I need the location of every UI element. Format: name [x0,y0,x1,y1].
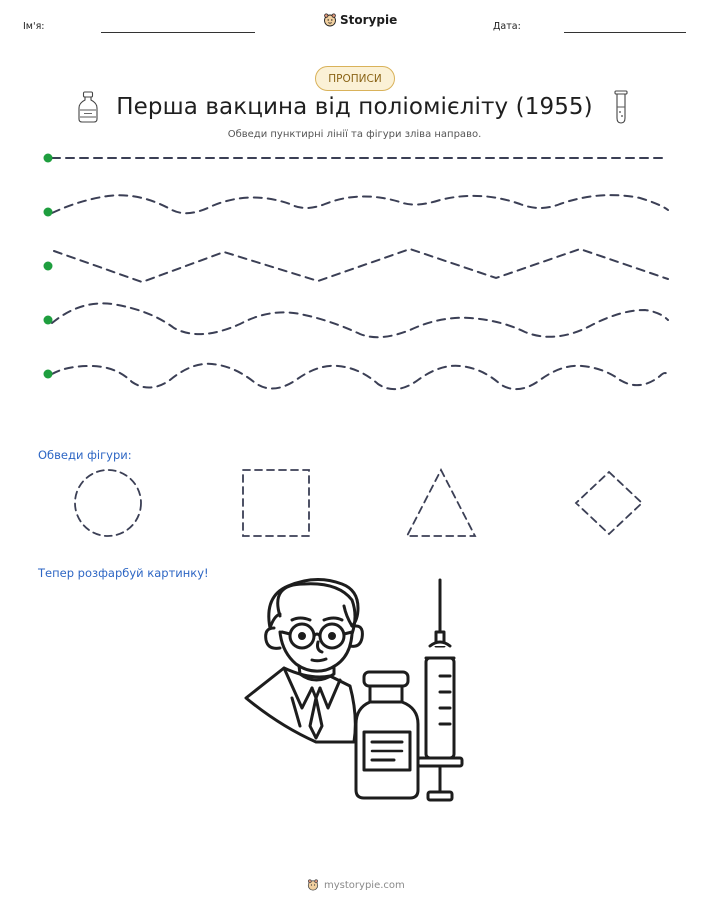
shape-diamond[interactable] [576,472,642,534]
test-tube-icon [614,90,628,124]
name-label: Ім'я: [23,21,45,32]
shapes-section-label: Обведи фігури: [38,448,132,462]
shape-square[interactable] [243,470,309,536]
start-dot [44,370,53,379]
name-line[interactable] [101,32,255,33]
brand [323,13,397,27]
tracing-shapes-area [0,464,709,544]
worksheet-title: Перша вакцина від поліомієліту (1955) [116,94,593,120]
tracing-line-zigzag[interactable] [54,249,668,282]
scientist-vaccine-syringe-coloring[interactable] [240,576,480,806]
date-label: Дата: [493,21,521,32]
coloring-section-label: Тепер розфарбуй картинку! [38,566,209,580]
start-dot [44,154,53,163]
brand-name: Storypie [340,13,398,27]
tracing-lines-area [0,140,709,400]
worksheet-instructions: Обведи пунктирні лінії та фігури зліва направо. [227,129,482,140]
footer-website[interactable]: mystorypie.com [324,879,405,891]
storypie-mascot-icon [307,879,319,891]
shape-triangle[interactable] [407,470,475,536]
start-dot [44,262,53,271]
footer [307,879,405,891]
start-dot [44,208,53,217]
tracing-line-deep-wave[interactable] [52,364,668,389]
tracing-line-gentle-wave[interactable] [52,195,668,213]
tracing-line-wave[interactable] [52,303,668,337]
worksheet-type-badge: ПРОПИСИ [315,66,395,91]
storypie-mascot-icon [323,13,337,27]
shape-circle[interactable] [75,470,141,536]
date-line[interactable] [564,32,686,33]
start-dot [44,316,53,325]
